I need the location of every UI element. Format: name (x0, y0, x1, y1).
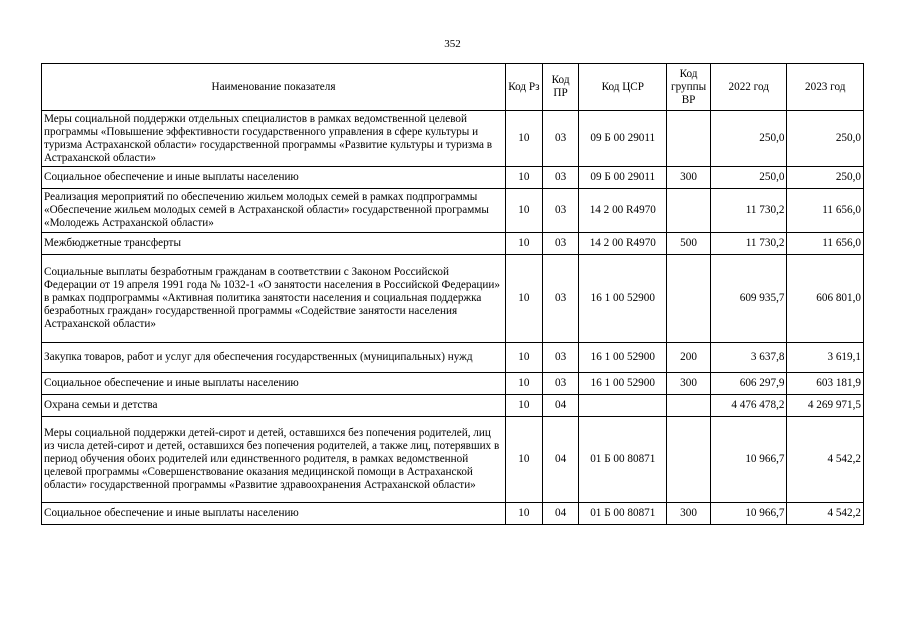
table-row (42, 417, 864, 503)
row-name: Социальное обеспечение и иные выплаты населению (42, 167, 506, 189)
row-2022: 609 935,7 (710, 255, 786, 343)
row-name: Меры социальной поддержки детей-сирот и детей, оставшихся без попечения родителей, лиц из числа детей-сирот и детей, оставшихся без попечения родителей, а также лиц, потерявших в период обучения обоих родителей или единственного родителя, в рамках ведомственной целевой программы «Совершенствование оказания медицинской помощи в Астраханской области» государственной программы «Развитие здравоохранения Астраханской области» (42, 417, 506, 503)
row-pr: 03 (542, 343, 579, 373)
header-2023: 2023 год (787, 64, 864, 111)
table-row (42, 395, 864, 417)
header-row (42, 64, 864, 111)
row-name: Реализация мероприятий по обеспечению жильем молодых семей в рамках подпрограммы «Обеспечение жильем молодых семей в Астраханской области» государственной программы «Молодежь Астраханской области» (42, 189, 506, 233)
row-name: Социальные выплаты безработным гражданам в соответствии с Законом Российской Федерации от 19 апреля 1991 года № 1032-1 «О занятости населения в Российской Федерации» в рамках подпрограммы «Активная политика занятости населения и социальная поддержка безработных граждан» государственной программы «Содействие занятости населения Астраханской области» (42, 255, 506, 343)
row-pr: 03 (542, 189, 579, 233)
row-csr: 14 2 00 R4970 (579, 189, 667, 233)
row-vr (667, 395, 711, 417)
row-vr (667, 111, 711, 167)
row-rz: 10 (506, 373, 543, 395)
row-name: Охрана семьи и детства (42, 395, 506, 417)
page-number: 352 (444, 38, 461, 50)
table-row (42, 255, 864, 343)
row-2023: 4 269 971,5 (787, 395, 864, 417)
header-pr: Код ПР (542, 64, 579, 111)
header-2022: 2022 год (710, 64, 786, 111)
row-2022: 3 637,8 (710, 343, 786, 373)
row-rz: 10 (506, 417, 543, 503)
row-2022: 606 297,9 (710, 373, 786, 395)
row-name: Закупка товаров, работ и услуг для обеспечения государственных (муниципальных) нужд (42, 343, 506, 373)
row-pr: 04 (542, 395, 579, 417)
row-2022: 10 966,7 (710, 417, 786, 503)
row-rz: 10 (506, 189, 543, 233)
row-2022: 250,0 (710, 167, 786, 189)
row-csr (579, 395, 667, 417)
row-2023: 4 542,2 (787, 503, 864, 525)
row-2023: 250,0 (787, 167, 864, 189)
row-rz: 10 (506, 395, 543, 417)
row-rz: 10 (506, 111, 543, 167)
row-vr (667, 255, 711, 343)
row-2023: 250,0 (787, 111, 864, 167)
table-row (42, 189, 864, 233)
row-rz: 10 (506, 343, 543, 373)
row-vr: 200 (667, 343, 711, 373)
row-name: Социальное обеспечение и иные выплаты населению (42, 503, 506, 525)
row-csr: 01 Б 00 80871 (579, 417, 667, 503)
table-row (42, 167, 864, 189)
row-name: Межбюджетные трансферты (42, 233, 506, 255)
budget-table (41, 63, 864, 525)
row-pr: 04 (542, 503, 579, 525)
row-rz: 10 (506, 255, 543, 343)
row-vr: 300 (667, 503, 711, 525)
row-vr: 300 (667, 373, 711, 395)
row-csr: 09 Б 00 29011 (579, 111, 667, 167)
row-pr: 03 (542, 111, 579, 167)
row-2023: 603 181,9 (787, 373, 864, 395)
row-2022: 4 476 478,2 (710, 395, 786, 417)
row-pr: 03 (542, 167, 579, 189)
row-csr: 01 Б 00 80871 (579, 503, 667, 525)
table-row (42, 233, 864, 255)
row-2022: 11 730,2 (710, 189, 786, 233)
row-2022: 11 730,2 (710, 233, 786, 255)
row-csr: 16 1 00 52900 (579, 373, 667, 395)
row-pr: 03 (542, 373, 579, 395)
row-vr: 300 (667, 167, 711, 189)
row-2022: 250,0 (710, 111, 786, 167)
header-vr: Код группы ВР (667, 64, 711, 111)
row-csr: 14 2 00 R4970 (579, 233, 667, 255)
row-vr (667, 417, 711, 503)
table-row (42, 111, 864, 167)
row-pr: 03 (542, 233, 579, 255)
row-2023: 4 542,2 (787, 417, 864, 503)
row-2022: 10 966,7 (710, 503, 786, 525)
row-name: Меры социальной поддержки отдельных специалистов в рамках ведомственной целевой программы «Повышение эффективности государственного управления в сфере культуры и туризма Астраханской области» государственной программы «Развитие культуры и туризма в Астраханской области» (42, 111, 506, 167)
row-2023: 11 656,0 (787, 189, 864, 233)
row-pr: 03 (542, 255, 579, 343)
table-row (42, 343, 864, 373)
row-rz: 10 (506, 233, 543, 255)
row-vr: 500 (667, 233, 711, 255)
header-name: Наименование показателя (42, 64, 506, 111)
row-2023: 11 656,0 (787, 233, 864, 255)
row-2023: 606 801,0 (787, 255, 864, 343)
row-rz: 10 (506, 167, 543, 189)
row-csr: 16 1 00 52900 (579, 255, 667, 343)
table-row (42, 373, 864, 395)
row-rz: 10 (506, 503, 543, 525)
row-csr: 09 Б 00 29011 (579, 167, 667, 189)
table-row (42, 503, 864, 525)
row-csr: 16 1 00 52900 (579, 343, 667, 373)
row-name: Социальное обеспечение и иные выплаты населению (42, 373, 506, 395)
row-vr (667, 189, 711, 233)
header-rz: Код Рз (506, 64, 543, 111)
row-2023: 3 619,1 (787, 343, 864, 373)
header-csr: Код ЦСР (579, 64, 667, 111)
row-pr: 04 (542, 417, 579, 503)
